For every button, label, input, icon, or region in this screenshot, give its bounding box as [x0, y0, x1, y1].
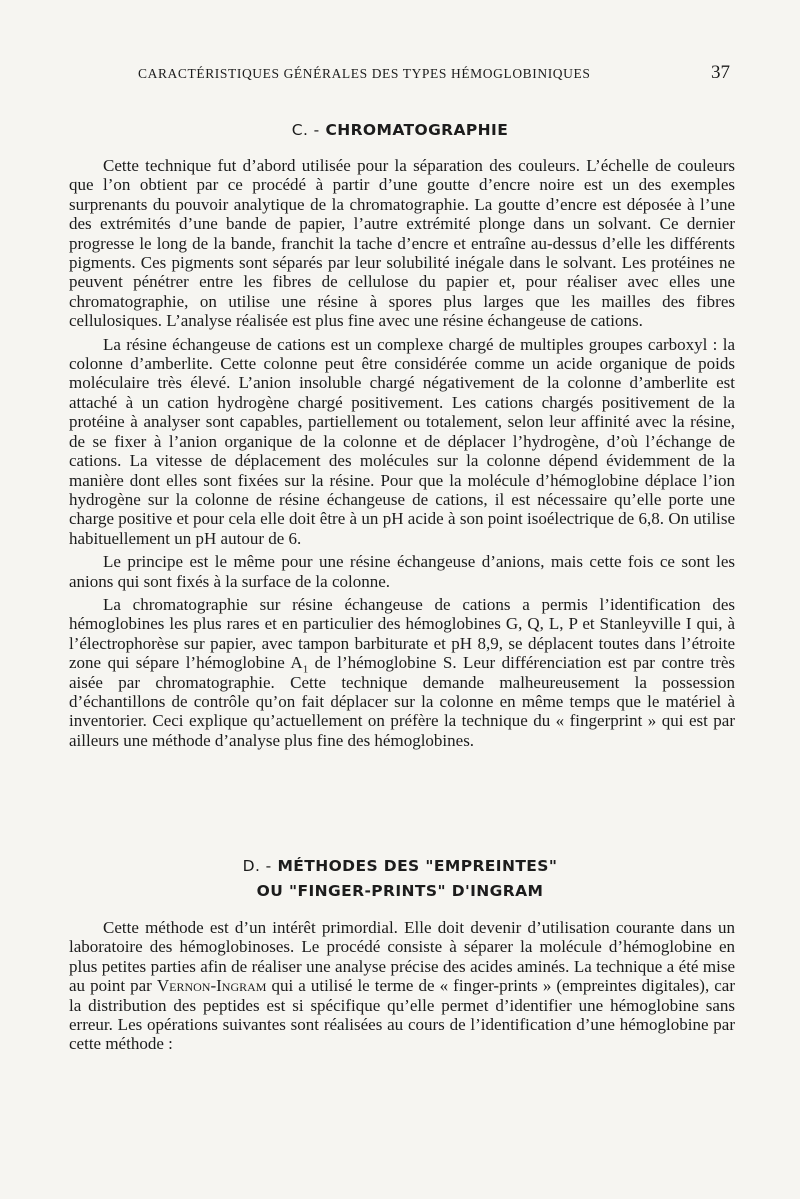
section-d-body [69, 918, 735, 1058]
paragraph-text: La chromatographie sur résine échangeuse de cations a permis l’identification des hémoglobines les plus rares et en particulier des hémoglobines G, Q, L, P et Stanleyville I qui, à l’électrophorèse sur papier, avec tampon barbiturate et pH 8,9, se déplacent toutes dans l’étroite zone qui sépare l’hémoglobine A [69, 594, 735, 673]
paragraph-text: qui a utilisé le terme de « finger-prints » (empreintes digitales), car la distribution des peptides est si spécifique qu’elle permet d’identifier une hémoglobine sans erreur. Les opérations suivantes sont réalisées au cours de l’identification d’une hémoglobine par cette méthode : [69, 976, 735, 1054]
paragraph-text: de l’hémoglobine S. Leur différenciation est par contre très aisée par chromatographie. Cette technique demande malheureusement la possession d’échantillons de contrôle qu’on fait déplacer sur la colonne en même temps que le matériel à inventorier. Ceci explique qu’actuellement on préfère la technique du « fingerprint » qui est par ailleurs une méthode d’analyse plus fine des hémoglobines. [69, 653, 735, 750]
paragraph [69, 918, 735, 1054]
page-number: 37 [711, 62, 730, 83]
section-d-heading-line2 [0, 882, 800, 900]
section-c-label: C. - [291, 121, 320, 139]
paragraph: Cette technique fut d’abord utilisée pour la séparation des couleurs. L’échelle de couleurs que l’on obtient par ce procédé à partir d’une goutte d’encre noire est un des exemples surprenants du pouvoir analytique de la chromatographie. La goutte d’encre est déposée à l’une des extrémités d’une bande de papier, l’autre extrémité plonge dans un solvant. Ce dernier progresse le long de la bande, franchit la tache d’encre et entraîne au-dessus d’elle les différents pigments. Ces pigments sont séparés par leur solubilité inégale dans le solvant. Les protéines ne peuvent pénétrer entre les fibres de cellulose du papier et, pour réaliser avec elles une chromatographie, on utilise une résine à spores plus larges que les mailles des fibres cellulosiques. L’analyse réalisée est plus fine avec une résine échangeuse de cations. [69, 156, 735, 331]
section-c-body [69, 156, 735, 754]
section-d-title-line1: MÉTHODES DES "EMPREINTES" [277, 857, 558, 875]
paragraph [69, 595, 735, 750]
section-c-title: CHROMATOGRAPHIE [325, 121, 509, 139]
subscript: 1 [302, 663, 309, 676]
paragraph-text: Cette méthode est d’un intérêt primordial. Elle doit devenir d’utilisation courante dans un laboratoire des hémoglobinoses. Le procédé consiste à séparer la molécule d’hémoglobine en plus petites parties afin de réaliser une analyse précise des acides aminés. La technique a été mise au point par [69, 918, 735, 996]
section-d-heading-line1 [0, 857, 800, 875]
paragraph: La résine échangeuse de cations est un complexe chargé de multiples groupes carboxyl : la colonne d’amberlite. Cette colonne peut être considérée comme un acide organique de poids moléculaire très élevé. L’anion insoluble chargé négativement de la colonne d’amberlite est attaché à un cation hydrogène chargé positivement. Les cations chargés positivement de la protéine à analyser sont capables, partiellement ou totalement, selon leur affinité avec la résine, de se fixer à l’anion organique de la colonne et de déplacer l’hydrogène, d’où l’échange de cations. La vitesse de déplacement des molécules sur la colonne dépend évidemment de la manière dont elles sont fixées sur la résine. Pour que la molécule d’hémoglobine déplace l’ion hydrogène sur la colonne de résine échangeuse de cations, il est nécessaire qu’elle porte une charge positive et pour cela elle doit être à un pH acide à son point isoélectrique de 6,8. On utilise habituellement un pH autour de 6. [69, 334, 735, 548]
section-c-heading [0, 121, 800, 139]
page-header [70, 62, 730, 92]
section-d-label: D. - [242, 857, 272, 875]
section-d-title-line2: OU "FINGER-PRINTS" D'INGRAM [256, 882, 544, 900]
running-title: CARACTÉRISTIQUES GÉNÉRALES DES TYPES HÉMOGLOBINIQUES [138, 66, 591, 81]
paragraph: Le principe est le même pour une résine échangeuse d’anions, mais cette fois ce sont les anions qui sont fixés à la surface de la colonne. [69, 552, 735, 591]
author-name: Vernon-Ingram [156, 976, 267, 996]
